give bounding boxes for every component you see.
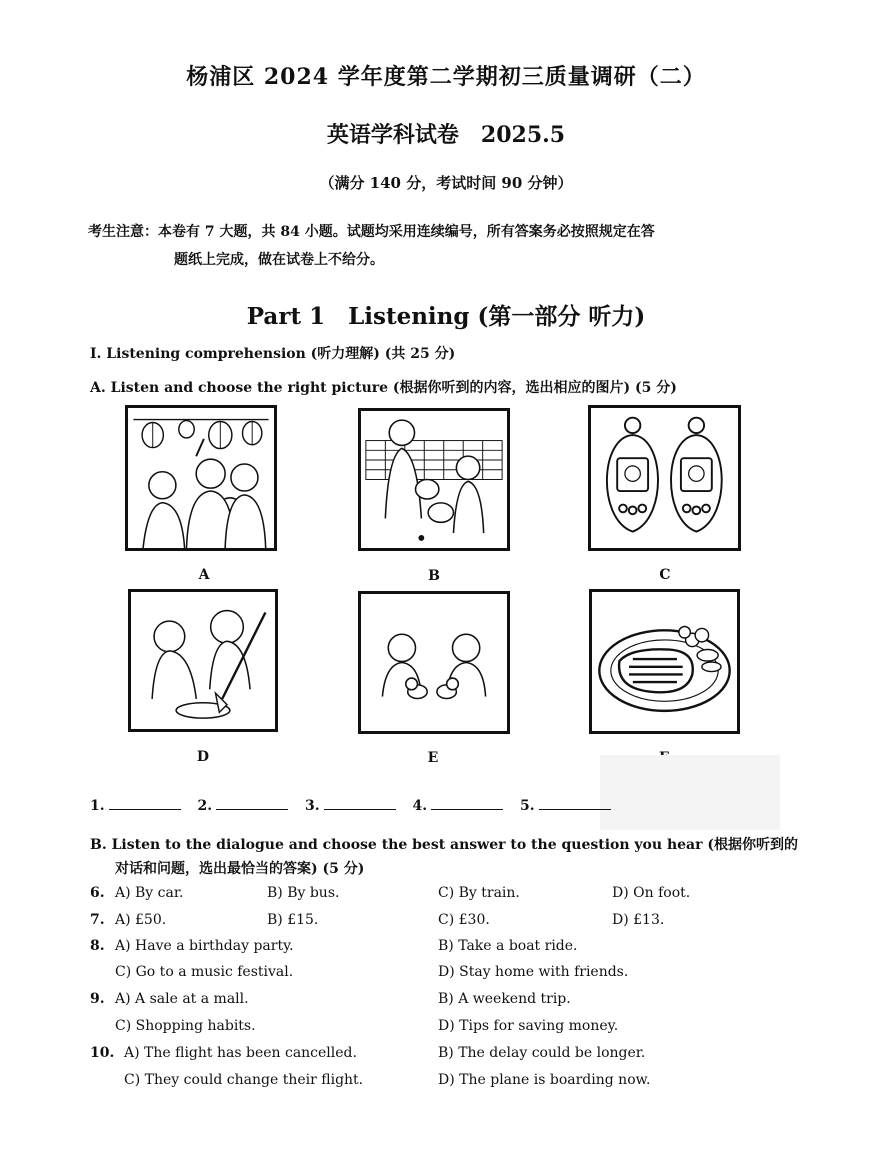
picture-label-c: C (659, 567, 671, 583)
answer-blank-2[interactable] (216, 799, 288, 810)
question-number: 9. (90, 991, 105, 1007)
blank-label: 2. (197, 798, 213, 814)
option-b: B) A weekend trip. (438, 991, 571, 1007)
exam-subtitle: 英语学科试卷 2025.5 (326, 122, 566, 148)
lantern-festival-family-picture (125, 405, 277, 551)
answer-blank-4[interactable] (431, 799, 503, 810)
scan-smudge (600, 755, 780, 830)
answer-blank-5[interactable] (539, 799, 611, 810)
picture-label-a: A (198, 567, 210, 583)
part-title: Part 1 Listening (第一部分 听力) (246, 303, 646, 330)
exam-title: 杨浦区 2024 学年度第二学期初三质量调研（二） (186, 64, 706, 90)
section-a-title: A. Listen and choose the right picture (根据你听到的内容，选出相应的图片) (5 分) (90, 380, 677, 396)
option-d: D) Tips for saving money. (438, 1018, 619, 1034)
section-b-title-line-2: 对话和问题，选出最恰当的答案) (5 分) (115, 861, 365, 877)
option-b: B) The delay could be longer. (438, 1045, 646, 1061)
steak-plate-picture (589, 589, 740, 734)
option-b: B) £15. (267, 912, 319, 928)
option-d: D) Stay home with friends. (438, 964, 629, 980)
option-a: A) The flight has been cancelled. (124, 1045, 357, 1061)
option-a: A) By car. (115, 885, 184, 901)
section-i-title: I. Listening comprehension (听力理解) (共 25 分) (90, 346, 456, 362)
kids-with-kittens-picture (358, 591, 510, 734)
question-number: 6. (90, 885, 105, 901)
blank-label: 3. (305, 798, 320, 814)
picture-label-d: D (196, 749, 210, 765)
question-number: 7. (90, 912, 105, 928)
option-b: B) Take a boat ride. (438, 938, 578, 954)
question-number: 10. (90, 1045, 115, 1061)
picture-label-b: B (428, 568, 440, 584)
option-b: B) By bus. (267, 885, 340, 901)
notice-line-1: 考生注意：本卷有 7 大题，共 84 小题。试题均采用连续编号，所有答案务必按照规定在答 (88, 224, 655, 240)
answer-blank-1[interactable] (109, 799, 181, 810)
option-c: C) By train. (438, 885, 520, 901)
option-a: A) A sale at a mall. (115, 991, 249, 1007)
tree-planting-kids-picture (128, 589, 278, 732)
option-c: C) Go to a music festival. (115, 964, 294, 980)
option-c: C) They could change their flight. (124, 1072, 364, 1088)
option-a: A) Have a birthday party. (115, 938, 294, 954)
option-c: C) Shopping habits. (115, 1018, 256, 1034)
blank-label: 1. (90, 798, 105, 814)
exam-notice (88, 218, 798, 274)
option-a: A) £50. (115, 912, 167, 928)
score-note: （满分 140 分，考试时间 90 分钟） (319, 174, 573, 192)
option-d: D) On foot. (612, 885, 691, 901)
electronic-pets-picture (588, 405, 741, 551)
picture-label-e: E (427, 750, 439, 766)
question-number: 8. (90, 938, 105, 954)
answer-blanks (90, 798, 623, 814)
notice-line-2: 题纸上完成，做在试卷上不给分。 (174, 252, 384, 268)
blank-label: 4. (412, 798, 428, 814)
option-d: D) £13. (612, 912, 665, 928)
section-b-title-line-1: B. Listen to the dialogue and choose the best answer to the question you hear (根据你听到的 (90, 837, 798, 853)
tennis-players-picture (358, 408, 510, 551)
option-d: D) The plane is boarding now. (438, 1072, 651, 1088)
answer-blank-3[interactable] (324, 799, 396, 810)
option-c: C) £30. (438, 912, 490, 928)
blank-label: 5. (520, 798, 535, 814)
